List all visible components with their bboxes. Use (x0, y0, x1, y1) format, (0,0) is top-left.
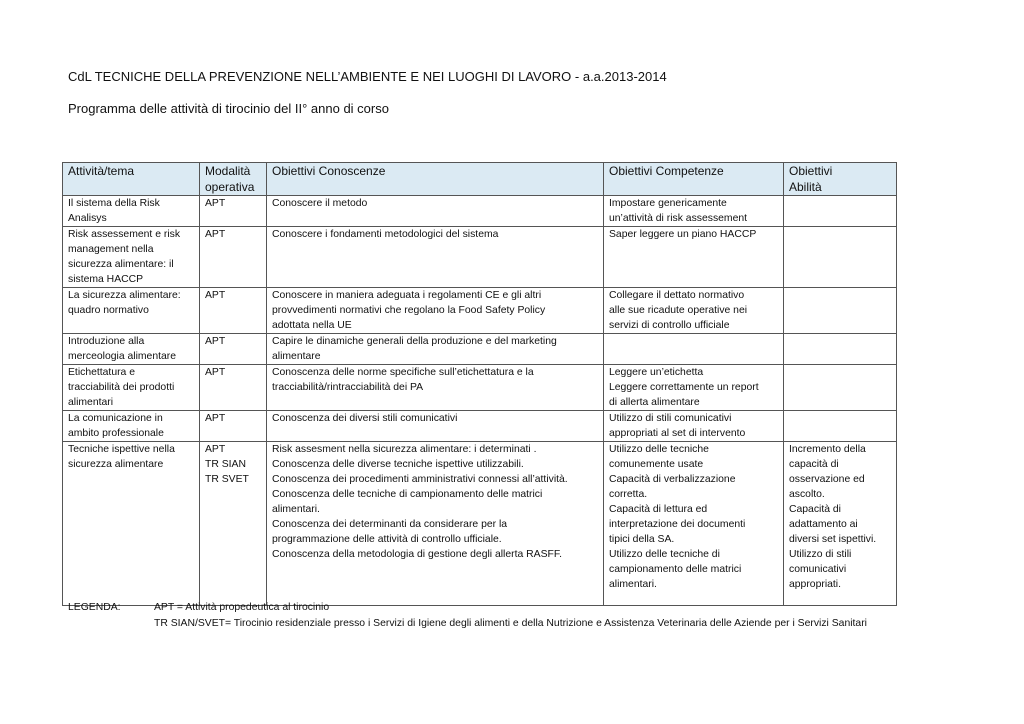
legend-apt: APT = Attività propedeutica al tirocinio (154, 602, 330, 613)
cell-line: tipici della SA. (609, 534, 675, 545)
cell-competence-objectives (604, 227, 784, 288)
cell-line: Risk assessement e risk (68, 229, 181, 240)
cell-line: Conoscenza dei diversi stili comunicativi (272, 413, 458, 424)
cell-skill-objectives (784, 365, 897, 411)
cell-line: comunicativi (789, 564, 847, 575)
table-header-row (63, 163, 897, 196)
cell-line: Obiettivi (789, 164, 833, 178)
cell-line: Risk assesment nella sicurezza alimentare: i determinati . (272, 444, 537, 455)
cell-mode (200, 334, 267, 365)
cell-line: provvedimenti normativi che regolano la Food Safety Policy (272, 305, 546, 316)
cell-line: Conoscenza della metodologia di gestione degli allerta RASFF. (272, 549, 562, 560)
cell-line: sistema HACCP (68, 274, 144, 285)
cell-line: interpretazione dei documenti (609, 519, 746, 530)
cell-line: Conoscenza delle tecniche di campionamento delle matrici (272, 489, 543, 500)
cell-line: Capacità di verbalizzazione (609, 474, 736, 485)
cell-competence-objectives (604, 334, 784, 365)
cell-line: Obiettivi Conoscenze (272, 164, 386, 178)
cell-line: APT (205, 336, 226, 347)
header-skill-objectives (784, 163, 897, 196)
cell-knowledge-objectives (267, 365, 604, 411)
cell-knowledge-objectives (267, 196, 604, 227)
cell-line: Introduzione alla (68, 336, 145, 347)
cell-activity (63, 196, 200, 227)
cell-line: tracciabilità/rintracciabilità dei PA (272, 382, 424, 393)
cell-line: appropriati al set di intervento (609, 428, 746, 439)
cell-line: TR SIAN (205, 459, 246, 470)
cell-skill-objectives (784, 196, 897, 227)
cell-line: Capacità di (789, 504, 841, 515)
cell-knowledge-objectives (267, 288, 604, 334)
cell-line: APT (205, 367, 226, 378)
cell-line: APT (205, 290, 226, 301)
cell-skill-objectives (784, 288, 897, 334)
cell-line: APT (205, 198, 226, 209)
cell-line: tracciabilità dei prodotti (68, 382, 175, 393)
cell-line: adattamento ai (789, 519, 858, 530)
cell-activity (63, 442, 200, 606)
table-row (63, 227, 897, 288)
cell-line: quadro normativo (68, 305, 149, 316)
cell-mode (200, 411, 267, 442)
cell-line: Conoscenza delle diverse tecniche ispettive utilizzabili. (272, 459, 524, 470)
cell-line: Conoscenza delle norme specifiche sull’etichettatura e la (272, 367, 534, 378)
cell-mode (200, 196, 267, 227)
cell-line: Utilizzo di stili comunicativi (609, 413, 732, 424)
cell-mode (200, 227, 267, 288)
cell-line: sicurezza alimentare (68, 459, 164, 470)
cell-line: Conoscenza dei procedimenti amministrativi connessi all’attività. (272, 474, 568, 485)
cell-competence-objectives (604, 365, 784, 411)
cell-line: programmazione delle attività di controllo ufficiale. (272, 534, 502, 545)
document-title: CdL TECNICHE DELLA PREVENZIONE NELL’AMBIENTE E NEI LUOGHI DI LAVORO - a.a.2013-2014 (68, 69, 667, 84)
cell-line: Utilizzo delle tecniche di (609, 549, 720, 560)
cell-activity (63, 288, 200, 334)
cell-line: Utilizzo delle tecniche (609, 444, 709, 455)
table-row (63, 442, 897, 606)
program-table (62, 162, 897, 606)
cell-line: Saper leggere un piano HACCP (609, 229, 757, 240)
cell-line: appropriati. (789, 579, 841, 590)
table-row (63, 196, 897, 227)
cell-line: alimentari (68, 397, 114, 408)
cell-competence-objectives (604, 196, 784, 227)
cell-line: Obiettivi Competenze (609, 164, 724, 178)
cell-line: La comunicazione in (68, 413, 163, 424)
document-subtitle: Programma delle attività di tirocinio del II° anno di corso (68, 101, 389, 116)
legend-label: LEGENDA: (68, 602, 121, 613)
cell-knowledge-objectives (267, 442, 604, 606)
table-body (63, 196, 897, 606)
header-activity (63, 163, 200, 196)
cell-line: ambito professionale (68, 428, 164, 439)
legend-tr: TR SIAN/SVET= Tirocinio residenziale presso i Servizi di Igiene degli alimenti e della Nutrizione e Assistenza Veterinaria delle Aziende per i Servizi Sanitari (154, 618, 867, 629)
cell-line: corretta. (609, 489, 648, 500)
cell-skill-objectives (784, 227, 897, 288)
cell-line: Tecniche ispettive nella (68, 444, 175, 455)
cell-mode (200, 365, 267, 411)
cell-line: Abilità (789, 180, 822, 194)
table-row (63, 411, 897, 442)
header-knowledge-objectives (267, 163, 604, 196)
table-row (63, 365, 897, 411)
cell-line: campionamento delle matrici (609, 564, 742, 575)
cell-line: Impostare genericamente (609, 198, 727, 209)
cell-line: Analisys (68, 213, 107, 224)
cell-line: sicurezza alimentare: il (68, 259, 174, 270)
cell-line: Il sistema della Risk (68, 198, 160, 209)
cell-line: Utilizzo di stili (789, 549, 852, 560)
cell-line: Attività/tema (68, 164, 135, 178)
cell-line: Leggere correttamente un report (609, 382, 759, 393)
cell-line: capacità di (789, 459, 839, 470)
cell-line: alimentare (272, 351, 321, 362)
cell-line: APT (205, 413, 226, 424)
cell-skill-objectives (784, 411, 897, 442)
table-row (63, 288, 897, 334)
cell-line: di allerta alimentare (609, 397, 700, 408)
cell-knowledge-objectives (267, 227, 604, 288)
cell-line: merceologia alimentare (68, 351, 177, 362)
header-competence-objectives (604, 163, 784, 196)
cell-line: TR SVET (205, 474, 249, 485)
cell-line: osservazione ed (789, 474, 865, 485)
cell-activity (63, 334, 200, 365)
cell-knowledge-objectives (267, 411, 604, 442)
cell-line: La sicurezza alimentare: (68, 290, 181, 301)
cell-line: Conoscere in maniera adeguata i regolamenti CE e gli altri (272, 290, 542, 301)
cell-line: un’attività di risk assessement (609, 213, 748, 224)
cell-knowledge-objectives (267, 334, 604, 365)
header-mode (200, 163, 267, 196)
cell-line: alimentari. (609, 579, 657, 590)
table-row (63, 334, 897, 365)
cell-line: Leggere un’etichetta (609, 367, 704, 378)
cell-line: management nella (68, 244, 154, 255)
cell-line: alimentari. (272, 504, 320, 515)
cell-line: Conoscere i fondamenti metodologici del sistema (272, 229, 499, 240)
cell-line: adottata nella UE (272, 320, 352, 331)
cell-line: comunemente usate (609, 459, 704, 470)
cell-line: APT (205, 444, 226, 455)
cell-line: ascolto. (789, 489, 825, 500)
cell-competence-objectives (604, 411, 784, 442)
cell-activity (63, 227, 200, 288)
cell-line: Collegare il dettato normativo (609, 290, 745, 301)
cell-skill-objectives (784, 334, 897, 365)
cell-activity (63, 365, 200, 411)
cell-competence-objectives (604, 288, 784, 334)
cell-competence-objectives (604, 442, 784, 606)
cell-line: servizi di controllo ufficiale (609, 320, 730, 331)
cell-activity (63, 411, 200, 442)
cell-line: Modalità (205, 164, 251, 178)
cell-skill-objectives (784, 442, 897, 606)
cell-line: Capire le dinamiche generali della produzione e del marketing (272, 336, 557, 347)
cell-line: operativa (205, 180, 255, 194)
cell-line: Incremento della (789, 444, 866, 455)
cell-line: APT (205, 229, 226, 240)
cell-line: diversi set ispettivi. (789, 534, 877, 545)
cell-mode (200, 288, 267, 334)
cell-line: Conoscenza dei determinanti da considerare per la (272, 519, 508, 530)
cell-line: Etichettatura e (68, 367, 136, 378)
cell-mode (200, 442, 267, 606)
cell-line: Capacità di lettura ed (609, 504, 708, 515)
cell-line: Conoscere il metodo (272, 198, 368, 209)
cell-line: alle sue ricadute operative nei (609, 305, 748, 316)
